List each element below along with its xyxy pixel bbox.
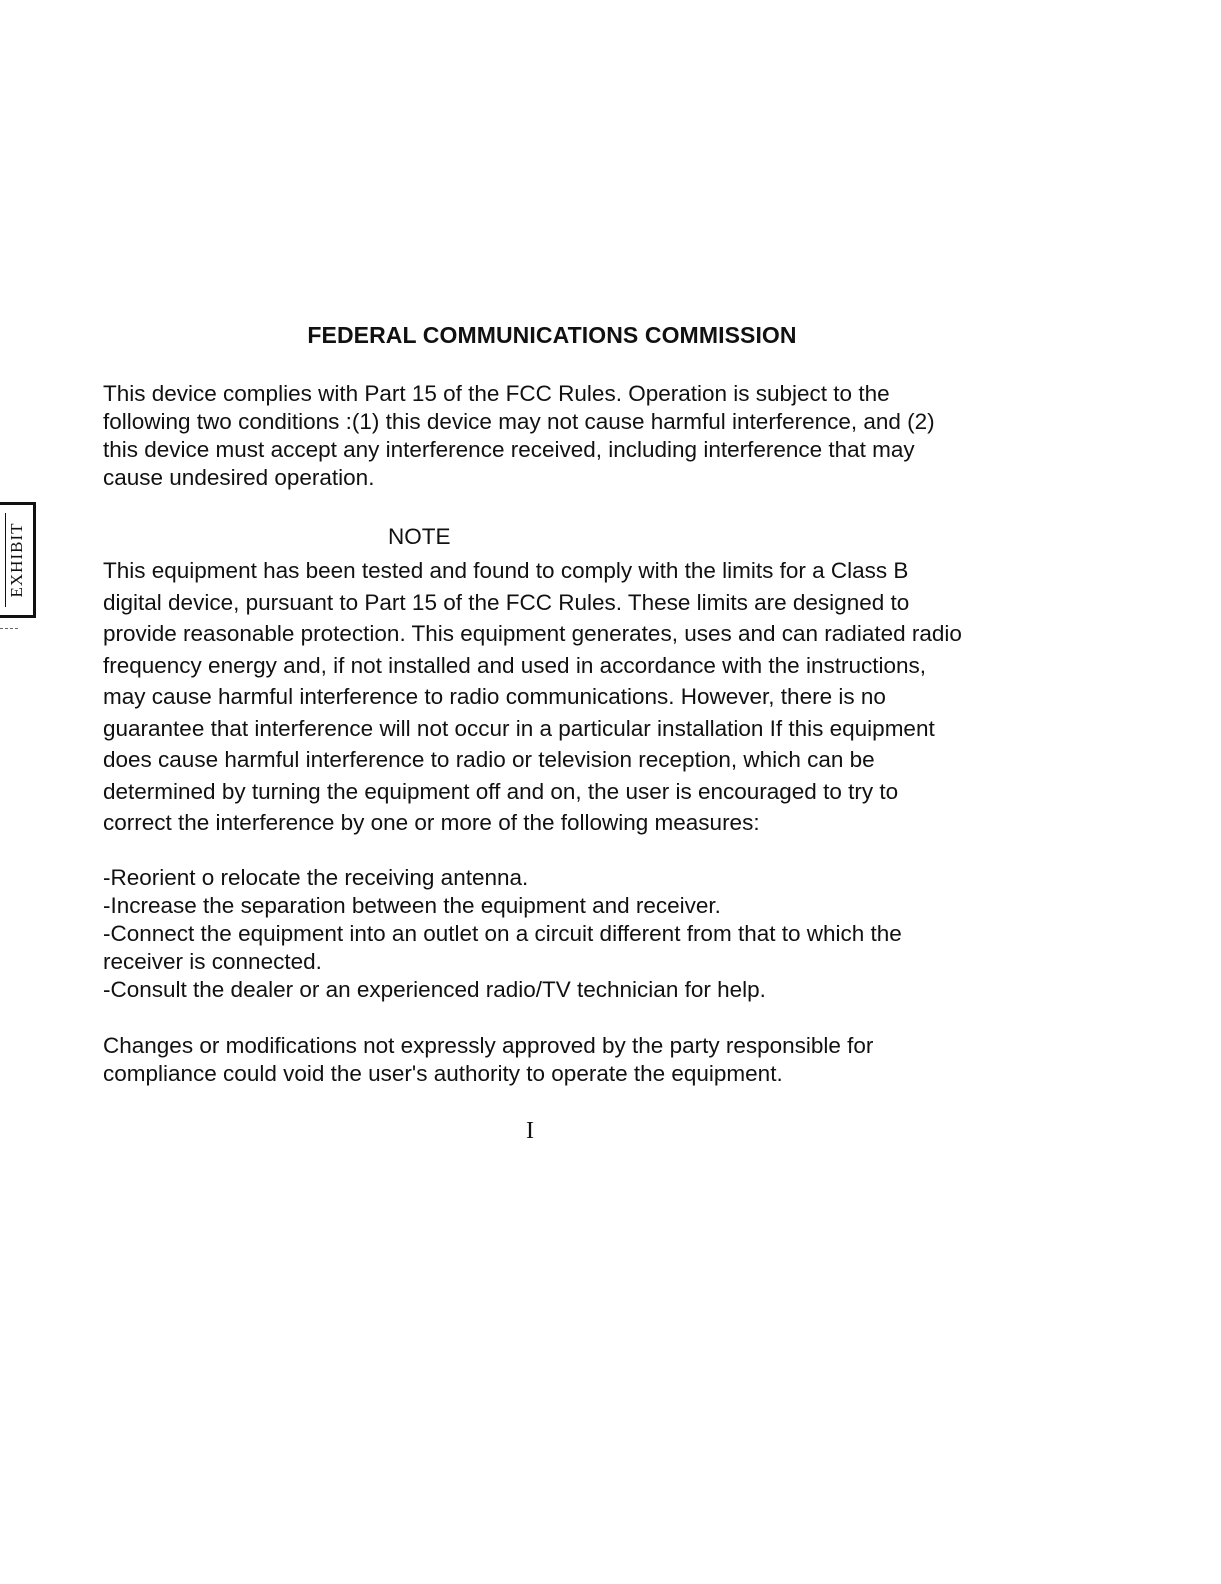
note-line: digital device, pursuant to Part 15 of the FCC Rules. These limits are designed to: [103, 589, 910, 615]
compliance-line: cause undesired operation.: [103, 465, 375, 490]
compliance-line: this device must accept any interference received, including interference that may: [103, 437, 915, 462]
note-heading: NOTE: [388, 524, 451, 549]
compliance-line: following two conditions :(1) this device may not cause harmful interference, and (2): [103, 409, 935, 434]
exhibit-tab-rule: [5, 513, 6, 607]
note-line: does cause harmful interference to radio or television reception, which can be: [103, 747, 875, 772]
measure-line: receiver is connected.: [103, 949, 322, 974]
document-title: FEDERAL COMMUNICATIONS COMMISSION: [307, 322, 797, 348]
exhibit-tab: [0, 502, 36, 618]
note-line: provide reasonable protection. This equipment generates, uses and can radiated radio: [103, 621, 962, 646]
note-line: guarantee that interference will not occur in a particular installation If this equipment: [103, 715, 935, 741]
measure-line: -Consult the dealer or an experienced radio/TV technician for help.: [103, 977, 766, 1002]
measure-line: -Increase the separation between the equipment and receiver.: [103, 893, 721, 918]
measure-item: [103, 920, 902, 976]
scan-mark: [0, 628, 18, 629]
exhibit-label: EXHIBIT: [6, 522, 26, 598]
note-paragraph: [103, 555, 962, 839]
note-line: frequency energy and, if not installed and used in accordance with the instructions,: [103, 652, 926, 678]
measure-line: -Reorient o relocate the receiving antenna.: [103, 865, 529, 890]
note-line: correct the interference by one or more of the following measures:: [103, 810, 760, 835]
note-line: determined by turning the equipment off and on, the user is encouraged to try to: [103, 778, 899, 804]
measures-list: [103, 864, 902, 1004]
changes-line: Changes or modifications not expressly approved by the party responsible for: [103, 1033, 874, 1058]
changes-paragraph: [103, 1032, 873, 1088]
measure-item: [103, 892, 902, 920]
changes-line: compliance could void the user's authority to operate the equipment.: [103, 1061, 783, 1086]
measure-item: [103, 976, 902, 1004]
measure-item: [103, 864, 902, 892]
note-line: This equipment has been tested and found to comply with the limits for a Class B: [103, 558, 909, 583]
compliance-paragraph: [103, 380, 935, 492]
compliance-line: This device complies with Part 15 of the FCC Rules. Operation is subject to the: [103, 381, 890, 406]
page-number: I: [526, 1118, 534, 1144]
note-line: may cause harmful interference to radio communications. However, there is no: [103, 684, 886, 709]
measure-line: -Connect the equipment into an outlet on a circuit different from that to which the: [103, 921, 902, 946]
